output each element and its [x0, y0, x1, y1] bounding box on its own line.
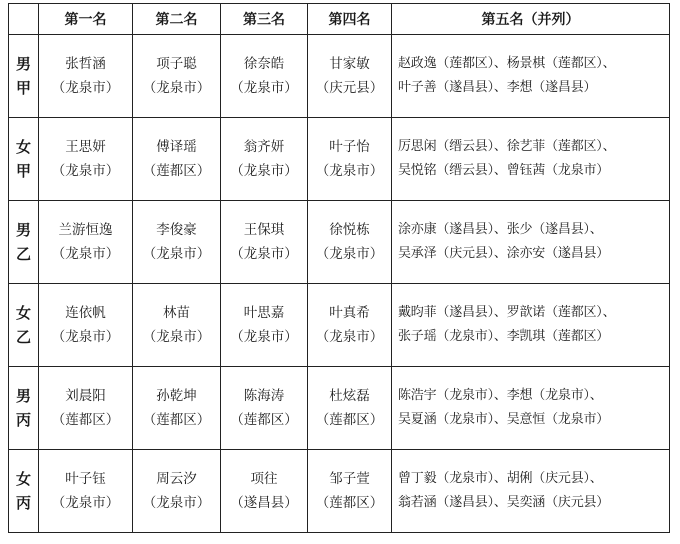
second-place-cell: [133, 201, 221, 284]
winner-name: 叶思嘉: [243, 305, 285, 321]
first-place-cell: [39, 367, 133, 450]
winner-region: （龙泉市）: [230, 80, 298, 96]
winner-region: （遂昌县）: [230, 495, 298, 511]
corner-cell: [9, 4, 39, 35]
second-place-cell: [133, 118, 221, 201]
header-fifth-place: 第五名（并列）: [392, 4, 670, 35]
winner-name: 甘家敏: [329, 56, 370, 72]
group-level: 乙: [15, 245, 31, 263]
group-level: 乙: [15, 328, 31, 346]
winner-region: （龙泉市）: [51, 329, 120, 345]
fourth-place-cell: [308, 367, 392, 450]
fourth-place-cell: [308, 284, 392, 367]
group-gender: 女: [15, 470, 31, 488]
winner-region: （龙泉市）: [142, 80, 211, 96]
group-gender: 男: [15, 387, 31, 405]
table-row: [9, 450, 670, 533]
third-place-cell: [221, 201, 308, 284]
fourth-place-cell: [308, 450, 392, 533]
winner-region: （龙泉市）: [142, 495, 211, 511]
fifth-place-cell: [392, 367, 670, 450]
group-gender: 男: [15, 55, 31, 73]
winner-region: （龙泉市）: [230, 163, 298, 179]
winner-name: 叶子钰: [65, 471, 106, 487]
fifth-place-cell: [392, 35, 670, 118]
winner-region: （莲都区）: [51, 412, 120, 428]
winner-name: 兰游恒逸: [58, 222, 113, 238]
third-place-cell: [221, 118, 308, 201]
table-row: [9, 201, 670, 284]
winner-region: （龙泉市）: [315, 163, 384, 179]
group-label: [9, 450, 39, 533]
group-label: [9, 367, 39, 450]
header-second-place: 第二名: [133, 4, 221, 35]
fourth-place-cell: [308, 35, 392, 118]
winner-name: 叶子怡: [329, 139, 370, 155]
header-first-place: 第一名: [39, 4, 133, 35]
winner-name: 项子聪: [156, 56, 197, 72]
fifth-place-line: 叶子善（遂昌县）、李想（遂昌县）: [398, 80, 597, 95]
first-place-cell: [39, 35, 133, 118]
fifth-place-cell: [392, 450, 670, 533]
winner-region: （龙泉市）: [51, 495, 120, 511]
winner-name: 杜炫磊: [329, 388, 370, 404]
winner-name: 翁齐妍: [243, 139, 285, 155]
winner-region: （龙泉市）: [230, 246, 298, 262]
table-row: [9, 284, 670, 367]
winner-name: 连依帆: [65, 305, 106, 321]
group-level: 丙: [15, 411, 31, 429]
header-fourth-place: 第四名: [308, 4, 392, 35]
fifth-place-line: 涂亦康（遂昌县）、张少（遂昌县）、: [398, 222, 603, 237]
winner-name: 周云汐: [156, 471, 197, 487]
winner-region: （龙泉市）: [142, 329, 211, 345]
winner-region: （莲都区）: [142, 412, 211, 428]
third-place-cell: [221, 284, 308, 367]
winner-region: （龙泉市）: [51, 163, 120, 179]
first-place-cell: [39, 450, 133, 533]
table-row: [9, 35, 670, 118]
winner-region: （龙泉市）: [315, 246, 384, 262]
winner-region: （龙泉市）: [51, 80, 120, 96]
winner-region: （龙泉市）: [315, 329, 384, 345]
fifth-place-line: 厉思闲（缙云县）、徐艺菲（莲都区）、: [398, 139, 616, 154]
winner-region: （龙泉市）: [142, 246, 211, 262]
group-label: [9, 284, 39, 367]
results-table: [8, 3, 670, 533]
fifth-place-line: 戴昀菲（遂昌县）、罗歆诺（莲都区）、: [398, 305, 616, 320]
fifth-place-cell: [392, 284, 670, 367]
first-place-cell: [39, 284, 133, 367]
fifth-place-line: 曾丁毅（龙泉市）、胡俐（庆元县）、: [398, 471, 603, 486]
fifth-place-cell: [392, 118, 670, 201]
winner-name: 张哲涵: [65, 56, 106, 72]
fifth-place-line: 陈浩宇（龙泉市）、李想（龙泉市）、: [398, 388, 603, 403]
first-place-cell: [39, 201, 133, 284]
header-third-place: 第三名: [221, 4, 308, 35]
winner-region: （莲都区）: [230, 412, 298, 428]
winner-name: 王保琪: [243, 222, 285, 238]
first-place-cell: [39, 118, 133, 201]
group-level: 甲: [15, 79, 31, 97]
winner-region: （龙泉市）: [51, 246, 120, 262]
winner-region: （莲都区）: [142, 163, 211, 179]
table-row: [9, 118, 670, 201]
group-gender: 女: [15, 304, 31, 322]
second-place-cell: [133, 450, 221, 533]
group-gender: 男: [15, 221, 31, 239]
third-place-cell: [221, 367, 308, 450]
winner-name: 陈海涛: [243, 388, 285, 404]
second-place-cell: [133, 35, 221, 118]
fourth-place-cell: [308, 201, 392, 284]
group-label: [9, 201, 39, 284]
winner-region: （龙泉市）: [230, 329, 298, 345]
fourth-place-cell: [308, 118, 392, 201]
fifth-place-cell: [392, 201, 670, 284]
winner-name: 刘晨阳: [65, 388, 106, 404]
group-gender: 女: [15, 138, 31, 156]
second-place-cell: [133, 284, 221, 367]
winner-name: 项往: [250, 471, 278, 487]
group-level: 甲: [15, 162, 31, 180]
winner-name: 叶真希: [329, 305, 370, 321]
fifth-place-line: 赵政逸（莲都区）、杨景棋（莲都区）、: [398, 56, 616, 71]
winner-region: （莲都区）: [315, 412, 384, 428]
second-place-cell: [133, 367, 221, 450]
winner-name: 王思妍: [65, 139, 106, 155]
winner-name: 徐悦栋: [329, 222, 370, 238]
group-level: 丙: [15, 494, 31, 512]
fifth-place-line: 翁若涵（遂昌县）、吴奕涵（庆元县）: [398, 495, 610, 510]
winner-region: （莲都区）: [315, 495, 384, 511]
third-place-cell: [221, 35, 308, 118]
winner-name: 傅译瑶: [156, 139, 197, 155]
fifth-place-line: 吴夏涵（龙泉市）、吴意恒（龙泉市）: [398, 412, 610, 427]
header-row: [9, 4, 670, 35]
winner-name: 林苗: [163, 305, 190, 321]
fifth-place-line: 吴悦铭（缙云县）、曾钰茜（龙泉市）: [398, 163, 610, 178]
group-label: [9, 35, 39, 118]
winner-name: 邹子萱: [329, 471, 370, 487]
winner-name: 孙乾坤: [156, 388, 197, 404]
fifth-place-line: 吴承泽（庆元县）、涂亦安（遂昌县）: [398, 246, 610, 261]
winner-name: 李俊豪: [156, 222, 197, 238]
group-label: [9, 118, 39, 201]
winner-region: （庆元县）: [315, 80, 384, 96]
table-row: [9, 367, 670, 450]
fifth-place-line: 张子瑶（龙泉市）、李凯琪（莲都区）: [398, 329, 610, 344]
third-place-cell: [221, 450, 308, 533]
winner-name: 徐奈皓: [243, 56, 285, 72]
